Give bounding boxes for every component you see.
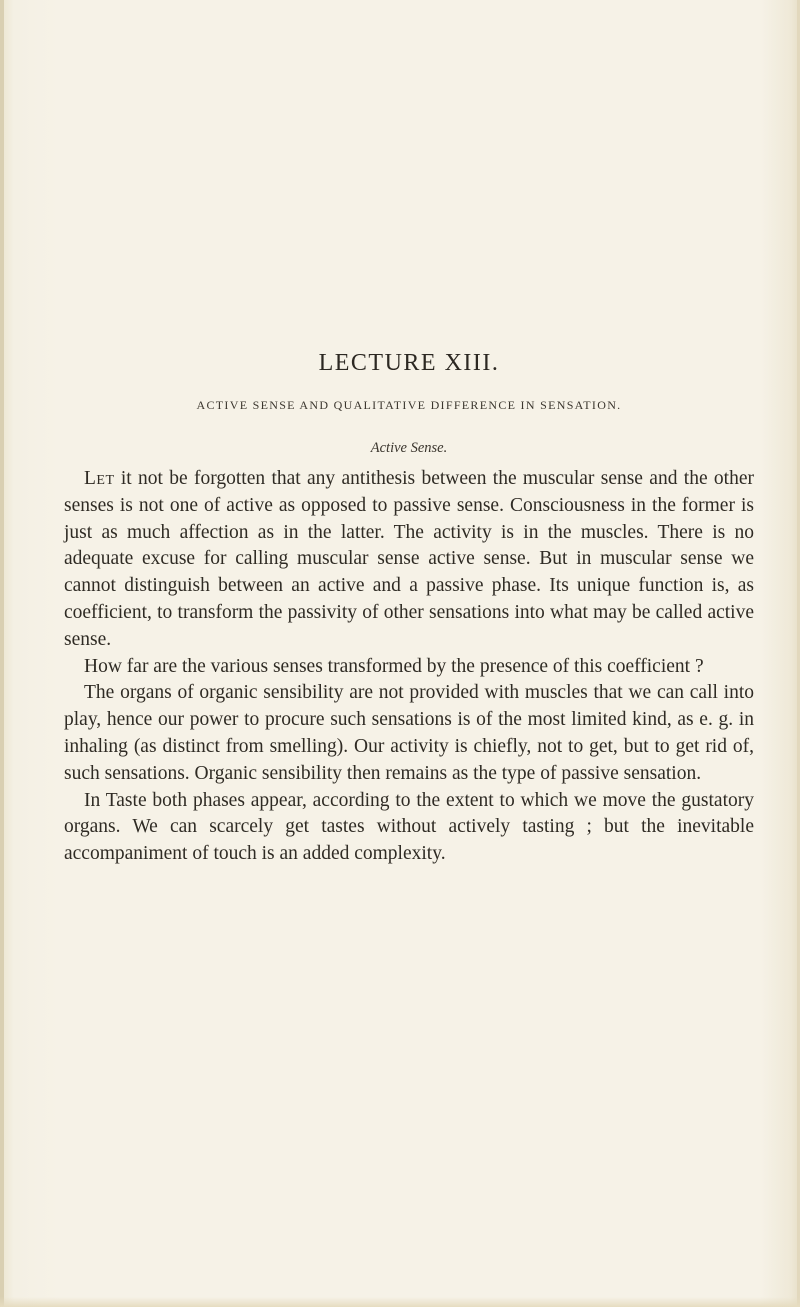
- lecture-title: LECTURE XIII.: [318, 350, 500, 376]
- paragraph-2: How far are the various senses transformed by the presence of this coefficient ?: [84, 655, 704, 677]
- lecture-subtitle: ACTIVE SENSE AND QUALITATIVE DIFFERENCE IN SENSATION.: [196, 398, 622, 412]
- page-left-edge: [0, 0, 4, 1307]
- section-title: Active Sense.: [370, 440, 448, 456]
- paragraph-lead-word: Let: [84, 468, 115, 489]
- paragraph-3: The organs of organic sensibility are not provided with muscles that we can call into play, hence our power to procure such sensations is of the most limited kind, as e. g. in inhaling (as distinct from smelling). Our activity is chiefly, not to get, but to get rid of, such sensations. Organic sensibility then remains as the type of passive sensation.: [64, 682, 754, 784]
- paragraph-1-text: it not be forgotten that any antithesis between the muscular sense and the other senses is not one of active as opposed to passive sense. Consciousness in the former is just as much affection as in the latter. The activity is in the muscles. There is no adequate excuse for calling muscular sense active sense. But in muscular sense we cannot distinguish between an active and a passive phase. Its unique function is, as coefficient, to transform the passivity of other sensations into what may be called active sense.: [64, 468, 754, 650]
- page-bottom-edge: [0, 1297, 800, 1307]
- body-text: [64, 466, 754, 868]
- paragraph-4: In Taste both phases appear, according to the extent to which we move the gustatory organs. We can scarcely get tastes without actively tasting ; but the inevitable accompaniment of touch is an added complexity.: [64, 789, 754, 865]
- paragraph-1: [64, 466, 754, 654]
